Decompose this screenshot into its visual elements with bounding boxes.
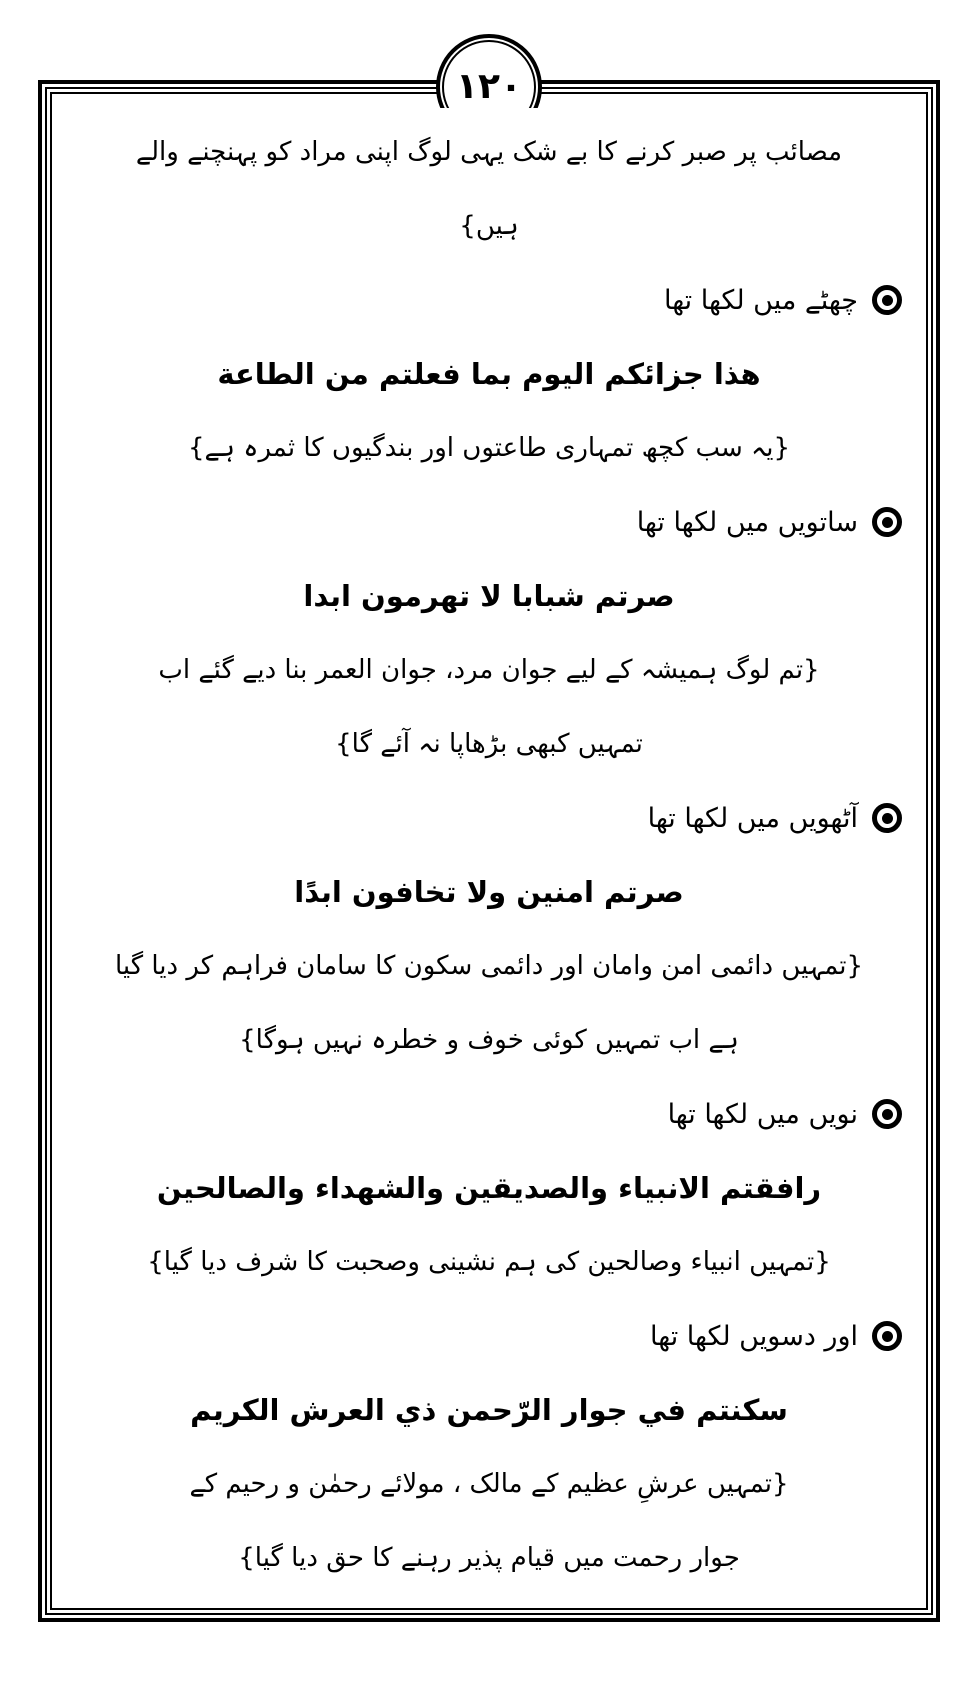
bullseye-bullet-icon [872, 1099, 902, 1129]
intro-line-2: ہیں} [459, 211, 519, 241]
bullseye-bullet-icon [872, 1321, 902, 1351]
bullet-dot [882, 1109, 893, 1120]
page-border-frame [38, 66, 940, 1622]
arabic-quote-tenth: سكنتم في جوار الرّحمن ذي العرش الكريم [190, 1393, 788, 1427]
translation-sixth: {یہ سب کچھ تمہاری طاعتوں اور بندگیوں کا ثمرہ ہے} [187, 433, 791, 463]
page-number-ornament [424, 34, 554, 108]
translation-eighth-line-2: ہے اب تمہیں کوئی خوف و خطرہ نہیں ہوگا} [239, 1025, 739, 1055]
bullet-dot [882, 295, 893, 306]
bullseye-bullet-icon [872, 285, 902, 315]
translation-seventh-line-1: {تم لوگ ہمیشہ کے لیے جوان مرد، جوان العمر بنا دیے گئے اب [158, 655, 820, 685]
translation-seventh-line-2: تمہیں کبھی بڑھاپا نہ آئے گا} [335, 729, 643, 759]
bullseye-bullet-icon [872, 507, 902, 537]
page-content [52, 94, 926, 1608]
bullet-dot [882, 517, 893, 528]
section-heading-ninth [52, 1077, 926, 1151]
arabic-quote-seventh: صرتم شبابا لا تهرمون ابدا [303, 579, 675, 613]
arabic-quote-ninth: رافقتم الانبياء والصديقين والشهداء والصالحين [156, 1171, 822, 1205]
page-number: ۱۲۰ [456, 66, 522, 107]
bullet-dot [882, 1331, 893, 1342]
intro-line-1: مصائب پر صبر کرنے کا بے شک یہی لوگ اپنی مراد کو پہنچنے والے [135, 137, 843, 167]
page-border-middle-line [45, 87, 933, 1615]
arabic-quote-eighth: صرتم امنين ولا تخافون ابدًا [294, 875, 684, 909]
section-heading-label: ساتویں میں لکھا تھا [636, 506, 858, 538]
bullet-dot [882, 813, 893, 824]
section-heading-seventh [52, 485, 926, 559]
page-border-inner-line [50, 92, 928, 1610]
bullseye-bullet-icon [872, 803, 902, 833]
section-heading-tenth [52, 1299, 926, 1373]
section-heading-label: اور دسویں لکھا تھا [650, 1320, 858, 1352]
section-heading-label: آٹھویں میں لکھا تھا [647, 802, 858, 834]
translation-eighth-line-1: {تمہیں دائمی امن وامان اور دائمی سکون کا سامان فراہم کر دیا گیا [114, 951, 864, 981]
section-heading-label: چھٹے میں لکھا تھا [663, 284, 858, 316]
section-heading-sixth [52, 263, 926, 337]
section-heading-label: نویں میں لکھا تھا [667, 1098, 858, 1130]
translation-tenth-line-1: {تمہیں عرشِ عظیم کے مالک ، مولائے رحمٰن و رحیم کے [189, 1469, 789, 1499]
translation-tenth-line-2: جوار رحمت میں قیام پذیر رہنے کا حق دیا گیا} [238, 1543, 740, 1573]
section-heading-eighth [52, 781, 926, 855]
translation-ninth: {تمہیں انبیاء وصالحین کی ہم نشینی وصحبت کا شرف دیا گیا} [147, 1247, 831, 1277]
arabic-quote-sixth: هذا جزائكم اليوم بما فعلتم من الطاعة [217, 357, 761, 391]
